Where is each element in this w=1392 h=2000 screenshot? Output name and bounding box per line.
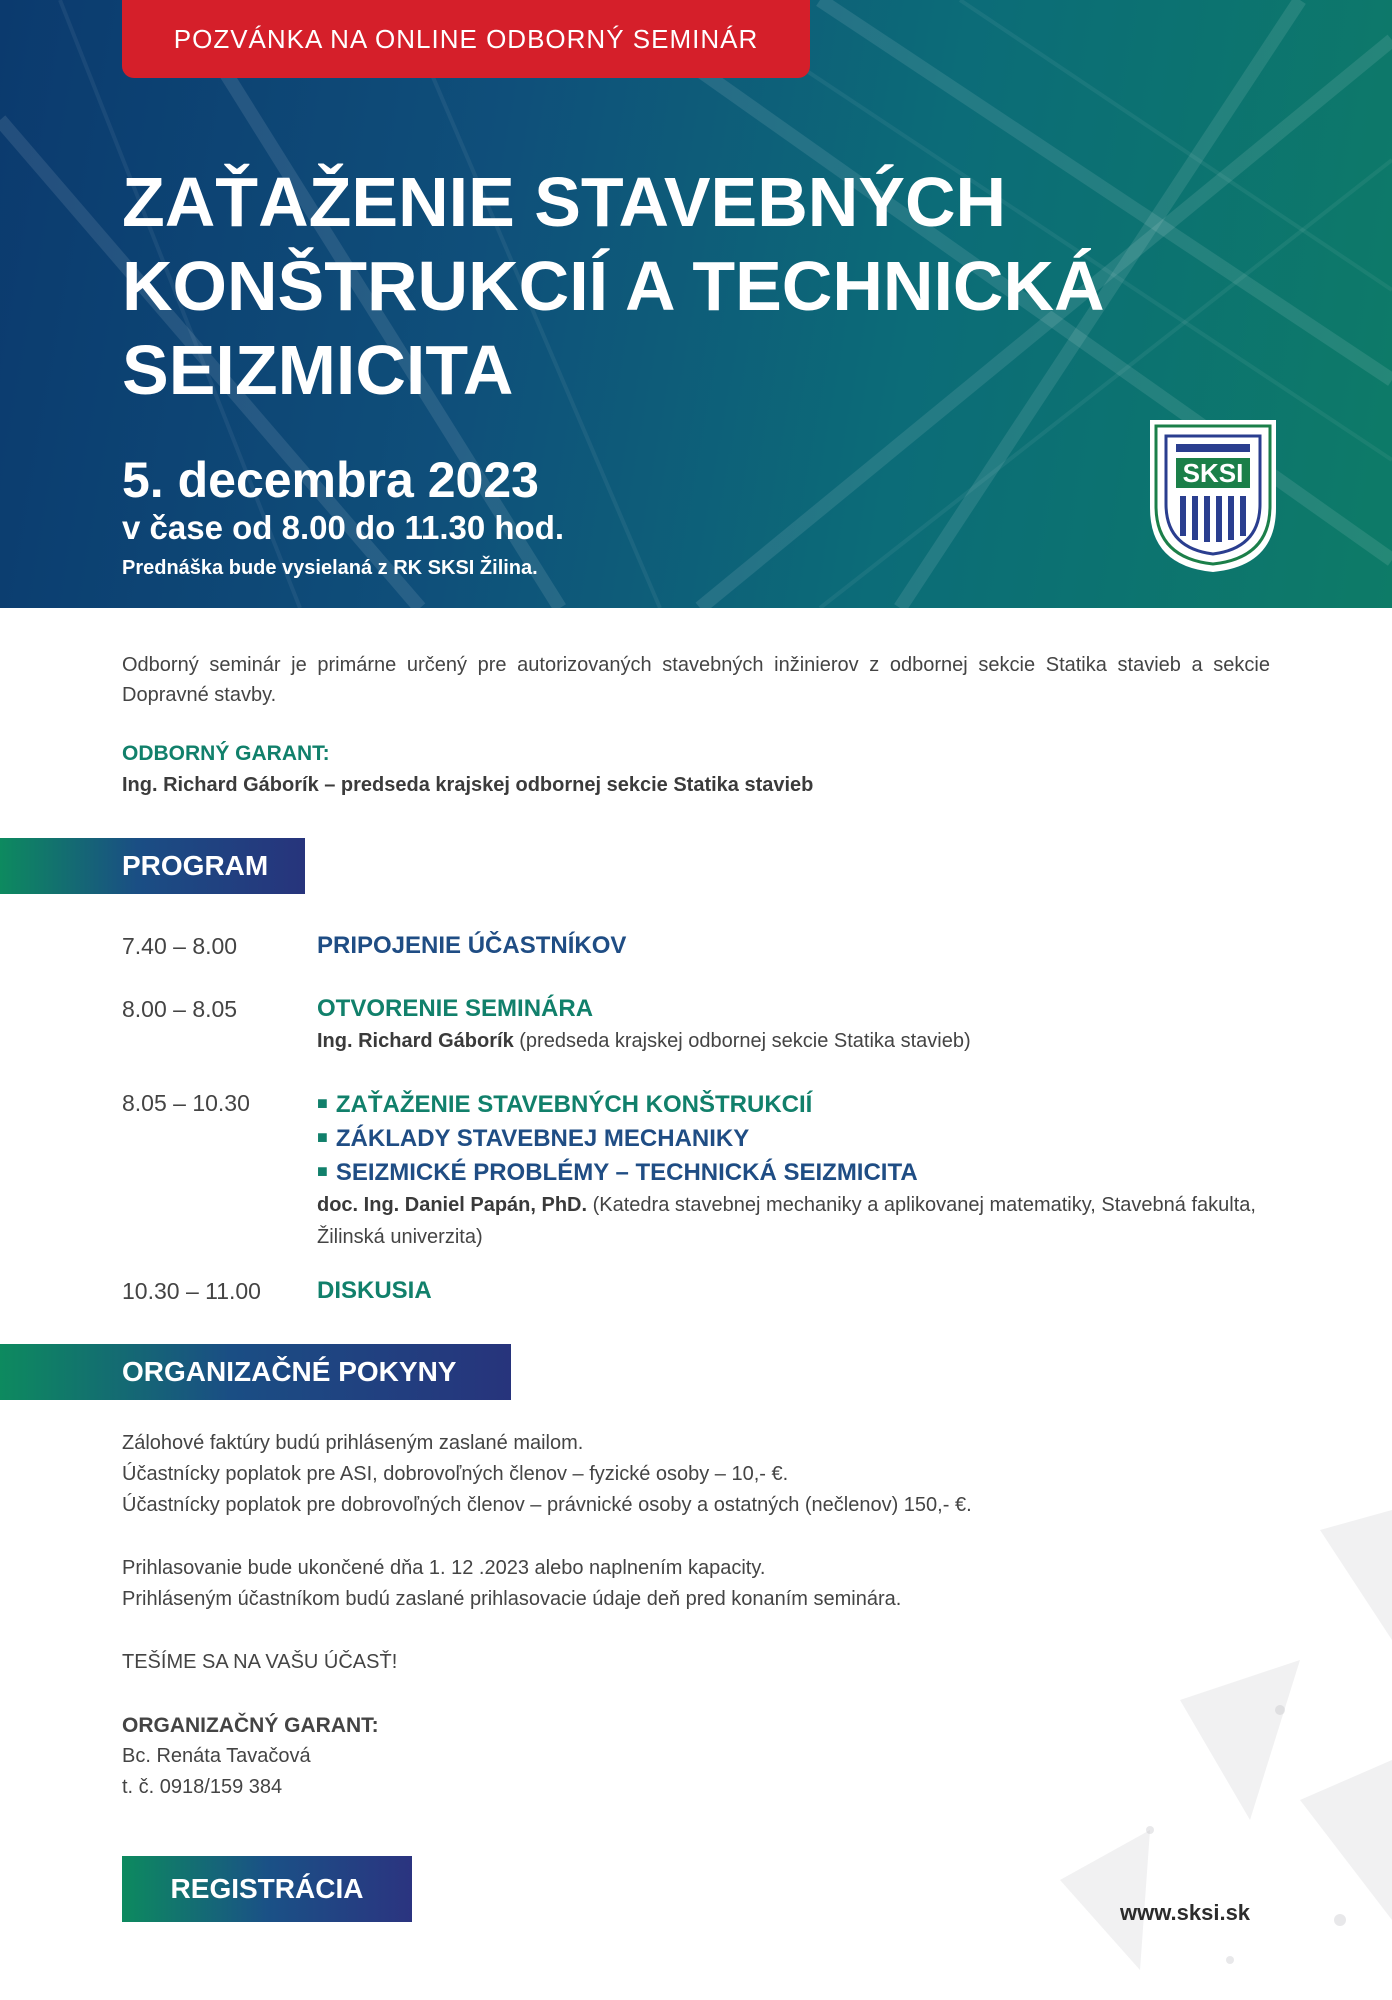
organizational-garant-phone: t. č. 0918/159 384 bbox=[122, 1776, 283, 1798]
program-topic: ■ SEIZMICKÉ PROBLÉMY – TECHNICKÁ SEIZMICITA bbox=[317, 1159, 918, 1186]
program-title: PRIPOJENIE ÚČASTNÍKOV bbox=[317, 932, 627, 959]
organizational-garant-name: Bc. Renáta Tavačová bbox=[122, 1745, 311, 1767]
invitation-badge: POZVÁNKA NA ONLINE ODBORNÝ SEMINÁR bbox=[122, 0, 810, 78]
seminar-time: v čase od 8.00 do 11.30 hod. bbox=[122, 509, 565, 546]
speaker-note: (Katedra stavebnej mechaniky a aplikovanej matematiky, Stavebná fakulta, Žilinská univerzita) bbox=[317, 1194, 1256, 1248]
program-title: DISKUSIA bbox=[317, 1277, 432, 1304]
hero-banner bbox=[0, 0, 1392, 608]
program-topic: ■ ZAŤAŽENIE STAVEBNÝCH KONŠTRUKCIÍ bbox=[317, 1091, 813, 1118]
info-line: Prihláseným účastníkom budú zaslané prihlasovacie údaje deň pred konaním seminára. bbox=[122, 1588, 902, 1610]
closing-text: TEŠÍME SA NA VAŠU ÚČASŤ! bbox=[122, 1651, 398, 1673]
speaker-name: doc. Ing. Daniel Papán, PhD. bbox=[317, 1194, 588, 1216]
bullet-icon: ■ bbox=[317, 1161, 328, 1181]
sksi-logo bbox=[1146, 416, 1280, 576]
info-line: Prihlasovanie bude ukončené dňa 1. 12 .2023 alebo naplnením kapacity. bbox=[122, 1557, 766, 1579]
program-time: 8.05 – 10.30 bbox=[122, 1090, 250, 1116]
bullet-icon: ■ bbox=[317, 1093, 328, 1113]
organization-heading: ORGANIZAČNÉ POKYNY bbox=[0, 1344, 511, 1400]
professional-garant-label: ODBORNÝ GARANT: bbox=[122, 742, 330, 765]
bullet-icon: ■ bbox=[317, 1127, 328, 1147]
logo-text: SKSI bbox=[1182, 458, 1244, 488]
speaker-note: (predseda krajskej odbornej sekcie Statika stavieb) bbox=[519, 1030, 971, 1052]
program-topic: ■ ZÁKLADY STAVEBNEJ MECHANIKY bbox=[317, 1125, 750, 1152]
organizational-garant-label: ORGANIZAČNÝ GARANT: bbox=[122, 1714, 379, 1737]
program-heading: PROGRAM bbox=[0, 838, 305, 894]
intro-text: Odborný seminár je primárne určený pre autorizovaných stavebných inžinierov z odbornej sekcie Statika stavieb a sekcie Dopravné stavby. bbox=[122, 654, 1270, 706]
professional-garant-name: Ing. Richard Gáborík – predseda krajskej odbornej sekcie Statika stavieb bbox=[122, 774, 814, 796]
speaker-name: Ing. Richard Gáborík bbox=[317, 1030, 514, 1052]
program-time: 7.40 – 8.00 bbox=[122, 933, 238, 959]
seminar-date: 5. decembra 2023 bbox=[122, 452, 539, 508]
info-line: Zálohové faktúry budú prihláseným zaslané mailom. bbox=[122, 1432, 584, 1454]
program-title: OTVORENIE SEMINÁRA bbox=[317, 995, 594, 1022]
broadcast-note: Prednáška bude vysielaná z RK SKSI Žilina. bbox=[122, 557, 538, 579]
program-time: 10.30 – 11.00 bbox=[122, 1278, 261, 1304]
program-speaker-line bbox=[317, 1189, 1267, 1253]
info-line: Účastnícky poplatok pre dobrovoľných členov – právnické osoby a ostatných (nečlenov) 150,- €. bbox=[122, 1494, 972, 1516]
program-time: 8.00 – 8.05 bbox=[122, 996, 238, 1022]
website-link[interactable]: www.sksi.sk bbox=[1120, 1900, 1251, 1925]
seminar-title: ZAŤAŽENIE STAVEBNÝCH KONŠTRUKCIÍ A TECHNICKÁ SEIZMICITA bbox=[122, 163, 1105, 409]
program-speaker-line bbox=[317, 1025, 1267, 1057]
registration-button[interactable]: REGISTRÁCIA bbox=[122, 1856, 412, 1922]
info-line: Účastnícky poplatok pre ASI, dobrovoľných členov – fyzické osoby – 10,- €. bbox=[122, 1463, 789, 1485]
